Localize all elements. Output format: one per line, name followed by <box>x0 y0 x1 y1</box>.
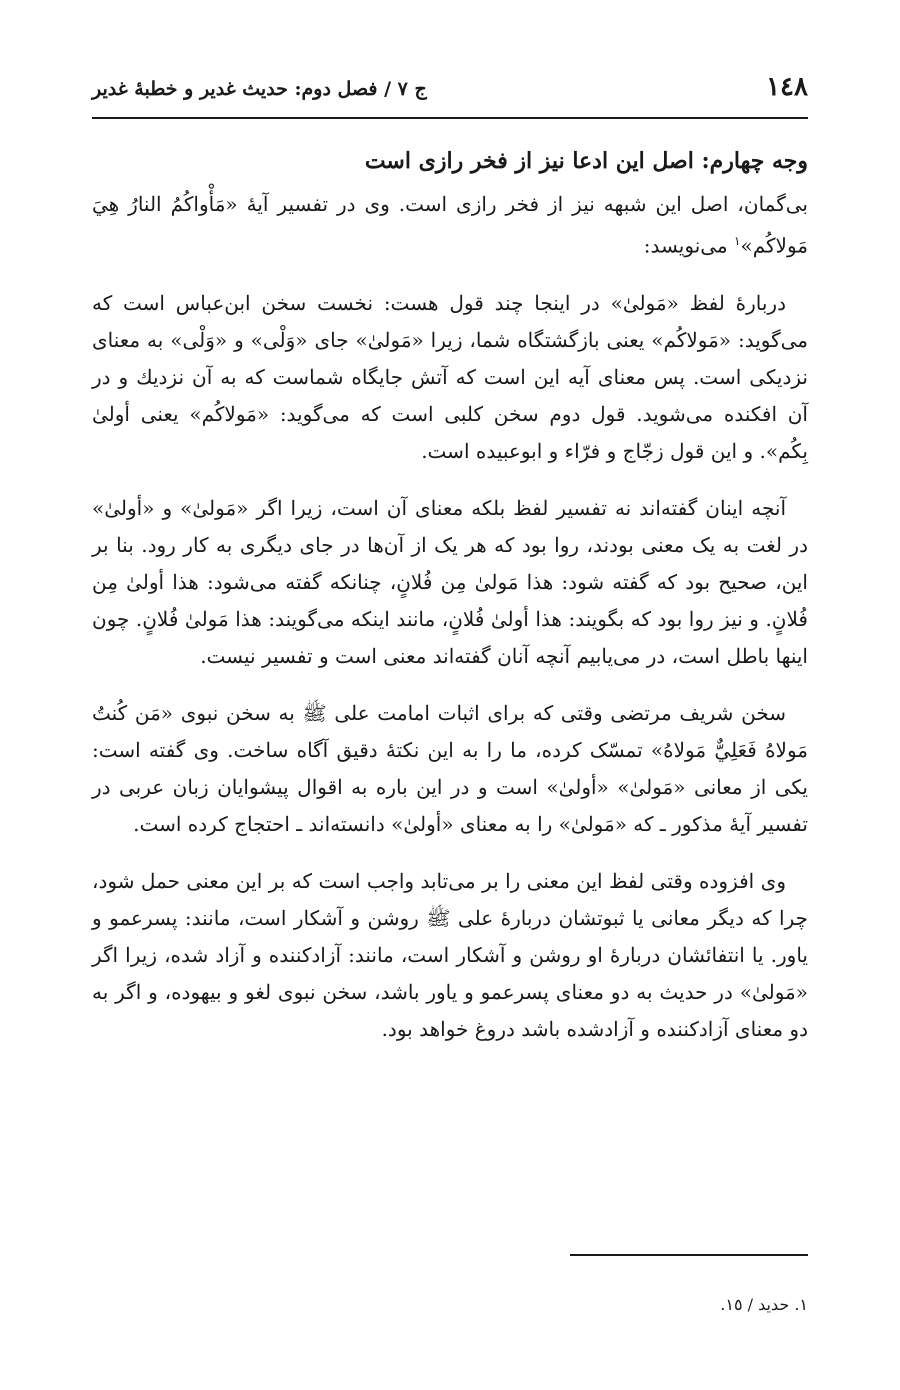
paragraph-2: دربارهٔ لفظ «مَولىٰ» در اينجا چند قول هست: نخست سخن ابن‌عباس است كه مى‌گويد: «مَولاكُم» يعنى بازگشتگاه شما، زيرا «مَولىٰ» جاى «وَلْى» و «وَلْى» به معناى نزديكى است. پس معناى آيه اين است كه آتش جايگاه شماست كه به آن نزديك و در آن افكنده مى‌شويد. قول دوم سخن كلبى است كه مى‌گويد: «مَولاكُم» يعنى أولىٰ بِكُم». و اين قول زجّاج و فرّاء و ابوعبيده است. <box>92 290 808 463</box>
main-content <box>92 142 808 1068</box>
running-title: ج ۷ / فصل دوم: حديث غدير و خطبهٔ غدير <box>92 78 427 100</box>
section-title: وجه چهارم: اصل اين ادعا نيز از فخر رازى است <box>364 148 808 174</box>
footnote: ١. حديد / ١٥. <box>720 1295 808 1314</box>
paragraph-1: بى‌گمان، اصل اين شبهه نيز از فخر رازى است. وى در تفسير آيهٔ «مَأْواكُمُ النارُ هِيَ مَولاكُم»$^١$ مى‌نويسد: <box>92 192 808 258</box>
footnote-marker[interactable]: ١ <box>734 234 741 248</box>
page-body <box>92 0 808 1390</box>
footnote-divider <box>570 1254 808 1256</box>
paragraph-4: سخن شريف مرتضى وقتى كه براى اثبات امامت على ﷺ به سخن نبوى «مَن كُنتُ مَولاهُ فَعَلِيٌّ مَولاهُ» تمسّک كرده، ما را به اين نكتهٔ دقيق آگاه ساخت. وى گفته است: يكى از معانى «مَولىٰ» «أولىٰ» است و در اين باره به اقوال پيشوايان زبان عربى در تفسير آيهٔ مذكور ـ كه «مَولىٰ» را به معناى «أولىٰ» دانسته‌اند ـ احتجاج كرده است. <box>92 700 808 836</box>
paragraph-3: آنچه اينان گفته‌اند نه تفسير لفظ بلكه معناى آن است، زيرا اگر «مَولىٰ» و «أولىٰ» در لغت به يک معنى بودند، روا بود كه هر يک از آن‌ها در جاى ديگرى به كار رود. بنا بر اين، صحيح بود كه گفته شود: هذا مَولىٰ مِن فُلانٍ، چنانكه گفته مى‌شود: هذا أولىٰ مِن فُلانٍ. و نيز روا بود كه بگويند: هذا أولىٰ فُلانٍ، مانند اينكه مى‌گويند: هذا مَولىٰ فُلانٍ. چون اينها باطل است، در مى‌يابيم آنچه آنان گفته‌اند معنى است و تفسير نيست. <box>92 495 808 668</box>
page-number: ١٤٨ <box>766 72 808 102</box>
paragraph-5: وى افزوده وقتى لفظ اين معنى را بر مى‌تابد واجب است كه بر اين معنى حمل شود، چرا كه ديگر معانى يا ثبوتشان دربارهٔ على ﷺ روشن و آشكار است، مانند: پسرعمو و ياور. يا انتفائشان دربارهٔ او روشن و آشكار است، مانند: آزادكننده و آزاد شده، زيرا اگر «مَولىٰ» در حديث به دو معناى پسرعمو و ياور باشد، سخن نبوى لغو و بيهوده، و اگر به دو معناى آزادكننده و آزادشده باشد دروغ خواهد بود. <box>92 868 809 1041</box>
